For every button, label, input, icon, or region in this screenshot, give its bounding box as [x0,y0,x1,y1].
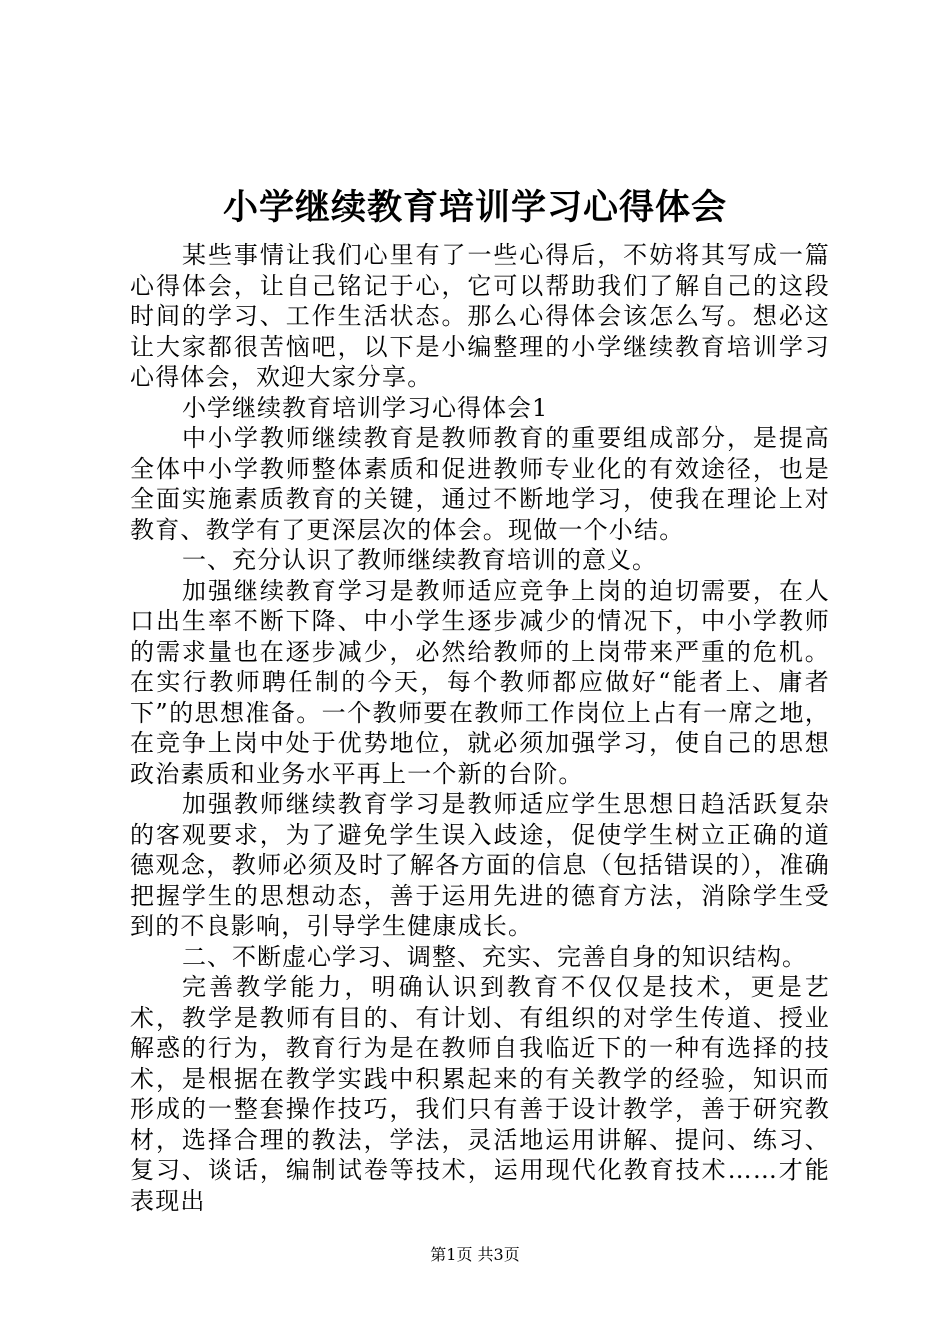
document-title: 小学继续教育培训学习心得体会 [222,187,727,228]
body-paragraph: 加强教师继续教育学习是教师适应学生思想日趋活跃复杂的客观要求，为了避免学生误入歧途，促使学生树立正确的道德观念，教师必须及时了解各方面的信息（包括错误的），准确把握学生的思想动态，善于运用先进的德育方法，消除学生受到的不良影响，引导学生健康成长。 [130,790,830,940]
document-body [130,240,830,1216]
section-title: 小学继续教育培训学习心得体会1 [182,393,549,422]
body-paragraph: 中小学教师继续教育是教师教育的重要组成部分，是提高全体中小学教师整体素质和促进教师专业化的有效途径，也是全面实施素质教育的关键，通过不断地学习，使我在理论上对教育、教学有了更深层次的体会。现做一个小结。 [130,424,830,544]
page-number-footer: 第1页 共3页 [430,1245,520,1264]
section-heading-2: 二、不断虚心学习、调整、充实、完善自身的知识结构。 [182,942,807,971]
body-paragraph: 完善教学能力，明确认识到教育不仅仅是技术，更是艺术，教学是教师有目的、有计划、有组织的对学生传道、授业解惑的行为，教育行为是在教师自我临近下的一种有选择的技术，是根据在教学实践中积累起来的有关教学的经验，知识而形成的一整套操作技巧，我们只有善于设计教学，善于研究教材，选择合理的教法，学法，灵活地运用讲解、提问、练习、复习、谈话，编制试卷等技术，运用现代化教育技术……才能表现出 [130,973,830,1215]
section-heading-1: 一、充分认识了教师继续教育培训的意义。 [182,546,657,574]
body-paragraph: 加强继续教育学习是教师适应竞争上岗的迫切需要，在人口出生率不断下降、中小学生逐步减少的情况下，中小学教师的需求量也在逐步减少，必然给教师的上岗带来严重的危机。在实行教师聘任制的今天，每个教师都应做好“能者上、庸者下”的思想准备。一个教师要在教师工作岗位上占有一席之地，在竞争上岗中处于优势地位，就必须加强学习，使自己的思想政治素质和业务水平再上一个新的台阶。 [130,576,830,788]
intro-paragraph: 某些事情让我们心里有了一些心得后，不妨将其写成一篇心得体会，让自己铭记于心，它可以帮助我们了解自己的这段时间的学习、工作生活状态。那么心得体会该怎么写。想必这让大家都很苦恼吧，以下是小编整理的小学继续教育培训学习心得体会，欢迎大家分享。 [130,241,830,391]
